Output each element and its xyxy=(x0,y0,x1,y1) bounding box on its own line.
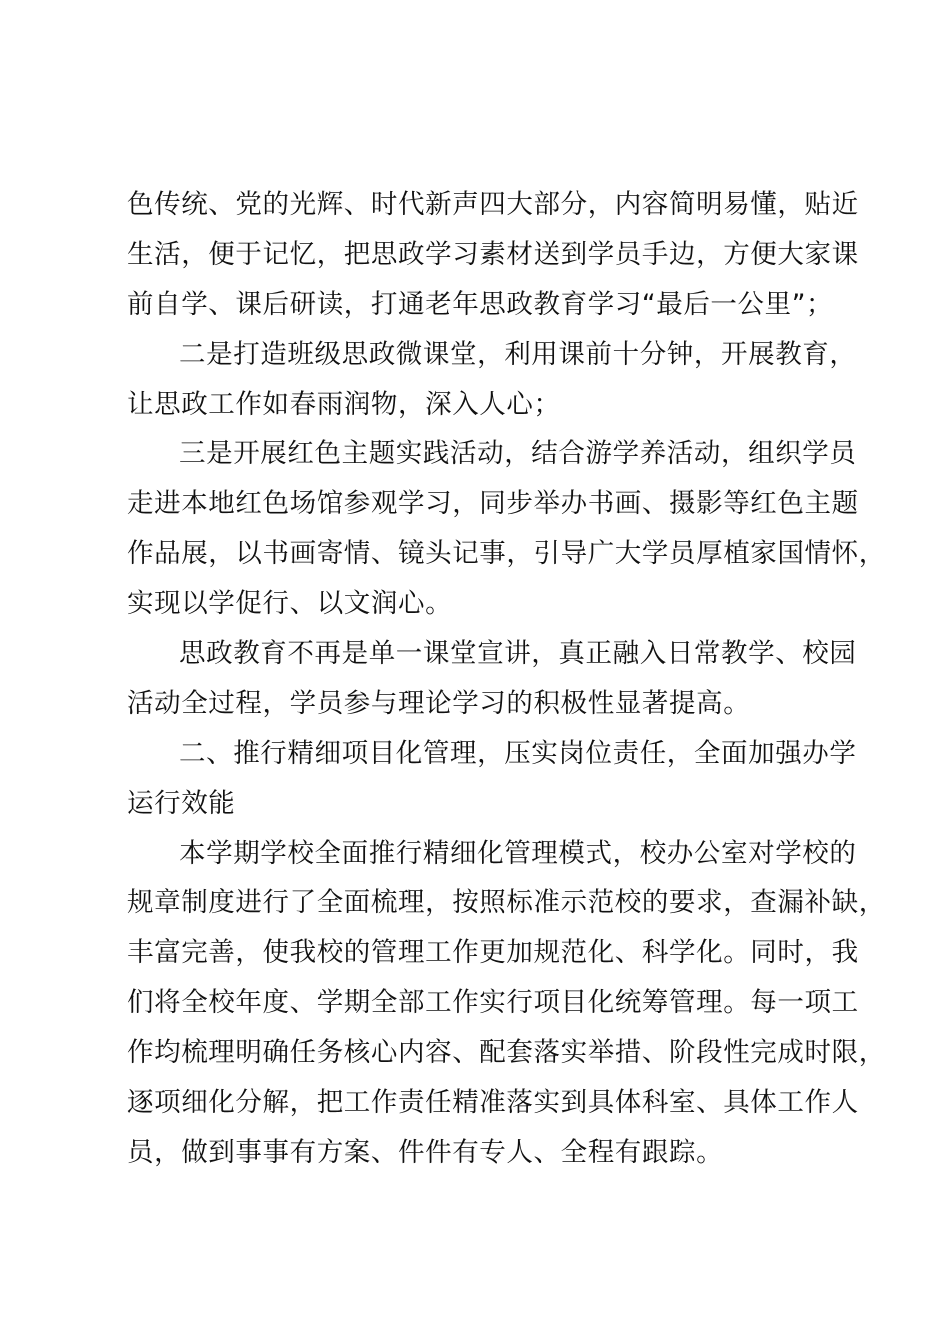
text-line: 活动全过程，学员参与理论学习的积极性显著提高。 xyxy=(127,687,751,719)
text-line: 二是打造班级思政微课堂，利用课前十分钟，开展教育， xyxy=(179,338,857,370)
text-line: 们将全校年度、学期全部工作实行项目化统筹管理。每一项工 xyxy=(127,987,859,1019)
text-line: 作均梳理明确任务核心内容、配套落实举措、阶段性完成时限， xyxy=(127,1037,886,1069)
text-line: 思政教育不再是单一课堂宣讲，真正融入日常教学、校园 xyxy=(179,638,857,670)
text-line: 让思政工作如春雨润物，深入人心； xyxy=(127,388,561,420)
section-heading-continued: 运行效能 xyxy=(127,787,236,819)
text-line: 员，做到事事有方案、件件有专人、全程有跟踪。 xyxy=(127,1136,724,1168)
text-line: 色传统、党的光辉、时代新声四大部分，内容简明易懂，贴近 xyxy=(127,189,859,220)
text-line: 前自学、课后研读，打通老年思政教育学习“最后一公里”； xyxy=(127,288,834,320)
section-heading: 二、推行精细项目化管理，压实岗位责任，全面加强办学 xyxy=(179,737,857,769)
text-line: 本学期学校全面推行精细化管理模式，校办公室对学校的 xyxy=(179,837,857,869)
text-line: 规章制度进行了全面梳理，按照标准示范校的要求，查漏补缺， xyxy=(127,887,886,919)
text-line: 作品展，以书画寄情、镜头记事，引导广大学员厚植家国情怀， xyxy=(127,538,886,570)
text-line: 实现以学促行、以文润心。 xyxy=(127,588,453,620)
text-line: 走进本地红色场馆参观学习，同步举办书画、摄影等红色主题 xyxy=(127,488,859,520)
text-line: 逐项细化分解，把工作责任精准落实到具体科室、具体工作人 xyxy=(127,1087,859,1119)
document-body xyxy=(127,180,886,1178)
text-line: 丰富完善，使我校的管理工作更加规范化、科学化。同时，我 xyxy=(127,937,859,969)
text-line: 三是开展红色主题实践活动，结合游学养活动，组织学员 xyxy=(179,438,857,470)
text-line: 生活，便于记忆，把思政学习素材送到学员手边，方便大家课 xyxy=(127,238,859,270)
